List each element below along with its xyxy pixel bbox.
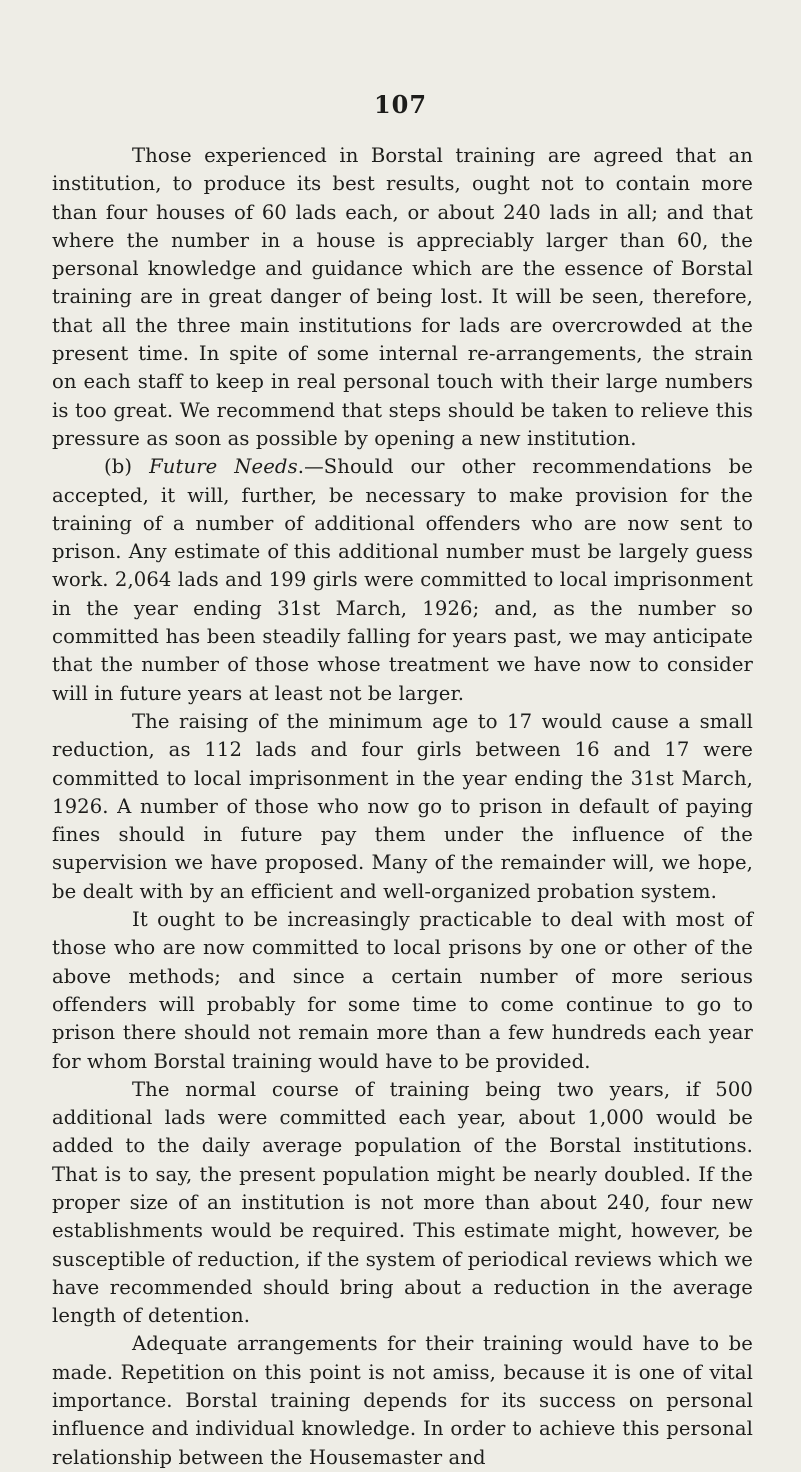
paragraph-future-needs	[52, 453, 753, 708]
body-text	[52, 142, 753, 1472]
paragraph-course-of-training: The normal course of training being two years, if 500 additional lads were committed each year, about 1,000 would be added to the daily average population of the Borstal institutions. That is to say, the present population might be nearly doubled. If the proper size of an institution is not more than about 240, four new establishments would be required. This estimate might, however, be susceptible of reduction, if the system of periodical reviews which we have recommended should bring about a reduction in the average length of detention.	[52, 1077, 753, 1328]
page-number: 107	[373, 90, 428, 119]
paragraph-adequate-arrangements: Adequate arrangements for their training would have to be made. Repetition on this point is not amiss, because it is one of vital importance. Borstal training depends for its success on personal influence and individual knowledge. In order to achieve this personal relationship between the Housemaster and	[52, 1332, 753, 1469]
paragraph-minimum-age: The raising of the minimum age to 17 would cause a small reduction, as 112 lads and four girls between 16 and 17 were committed to local imprisonment in the year ending the 31st March, 1926. A number of those who now go to prison in default of paying fines should in future pay them under the influence of the supervision we have proposed. Many of the remainder will, we hope, be dealt with by an efficient and well-organized probation system.	[52, 709, 753, 903]
paragraph-local-prisons: It ought to be increasingly practicable to deal with most of those who are now committed to local prisons by one or other of the above methods; and since a certain number of more serious offenders will probably for some time to come continue to go to prison there should not remain more than a few hundreds each year for whom Borstal training would have to be provided.	[52, 908, 753, 1073]
paragraph-overcrowding: Those experienced in Borstal training are agreed that an institution, to produce its best results, ought not to contain more than four houses of 60 lads each, or about 240 lads in all; and that where the number in a house is appreciably larger than 60, the personal knowledge and guidance which are the essence of Borstal training are in great danger of being lost. It will be seen, therefore, that all the three main institutions for lads are overcrowded at the present time. In spite of some internal re-arrangements, the strain on each staff to keep in real personal touch with their large numbers is too great. We recommend that steps should be taken to relieve this pressure as soon as possible by opening a new institution.	[52, 144, 753, 450]
section-label: (b)	[104, 455, 133, 479]
section-heading-future-needs: Future Needs	[149, 455, 298, 479]
future-needs-text: .—Should our other recommendations be accepted, it will, further, be necessary to make provision for the training of a number of additional offenders who are now sent to prison. Any estimate of this additional number must be largely guess work. 2,064 lads and 199 girls were committed to local imprisonment in the year ending 31st March, 1926; and, as the number so committed has been steadily falling for years past, we may anticipate that the number of those whose treatment we have now to consider will in future years at least not be larger.	[52, 455, 753, 705]
